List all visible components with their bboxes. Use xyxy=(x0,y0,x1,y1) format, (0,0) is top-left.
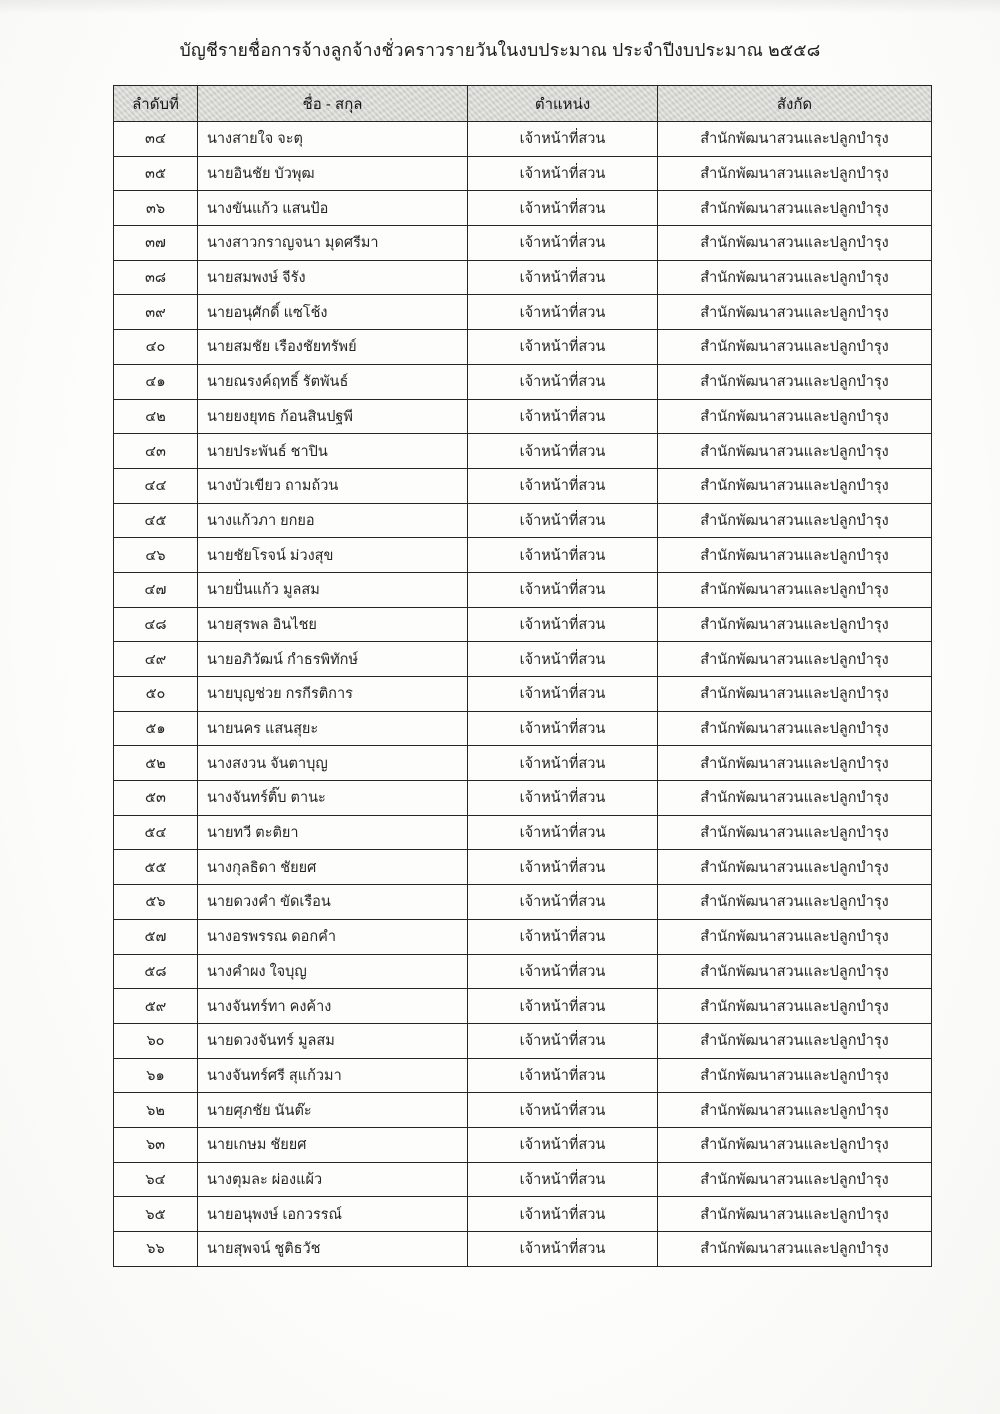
cell-order-number: ๔๕ xyxy=(114,503,198,538)
cell-position: เจ้าหน้าที่สวน xyxy=(468,781,658,816)
table-row xyxy=(114,885,932,920)
cell-position: เจ้าหน้าที่สวน xyxy=(468,503,658,538)
table-row xyxy=(114,781,932,816)
cell-affiliation: สำนักพัฒนาสวนและปลูกบำรุง xyxy=(658,919,932,954)
cell-position: เจ้าหน้าที่สวน xyxy=(468,226,658,261)
cell-position: เจ้าหน้าที่สวน xyxy=(468,711,658,746)
cell-affiliation: สำนักพัฒนาสวนและปลูกบำรุง xyxy=(658,885,932,920)
cell-affiliation: สำนักพัฒนาสวนและปลูกบำรุง xyxy=(658,1093,932,1128)
cell-order-number: ๖๔ xyxy=(114,1162,198,1197)
cell-affiliation: สำนักพัฒนาสวนและปลูกบำรุง xyxy=(658,711,932,746)
table-row xyxy=(114,1197,932,1232)
cell-name-surname: นายอภิวัฒน์ กำธรพิทักษ์ xyxy=(198,642,468,677)
cell-position: เจ้าหน้าที่สวน xyxy=(468,295,658,330)
cell-position: เจ้าหน้าที่สวน xyxy=(468,122,658,157)
cell-name-surname: นายณรงค์ฤทธิ์ รัตพันธ์ xyxy=(198,364,468,399)
cell-affiliation: สำนักพัฒนาสวนและปลูกบำรุง xyxy=(658,607,932,642)
table-row xyxy=(114,330,932,365)
cell-order-number: ๕๑ xyxy=(114,711,198,746)
cell-order-number: ๓๔ xyxy=(114,122,198,157)
cell-name-surname: นายดวงคำ ขัดเรือน xyxy=(198,885,468,920)
cell-name-surname: นายอนุพงษ์ เอกวรรณ์ xyxy=(198,1197,468,1232)
cell-name-surname: นางอรพรรณ ดอกคำ xyxy=(198,919,468,954)
cell-position: เจ้าหน้าที่สวน xyxy=(468,607,658,642)
table-row xyxy=(114,642,932,677)
table-row xyxy=(114,1023,932,1058)
header-position: ตำแหน่ง xyxy=(468,86,658,122)
cell-name-surname: นายสุพจน์ ชูติธวัช xyxy=(198,1232,468,1267)
cell-order-number: ๕๔ xyxy=(114,815,198,850)
table-row xyxy=(114,815,932,850)
table-row xyxy=(114,399,932,434)
cell-position: เจ้าหน้าที่สวน xyxy=(468,746,658,781)
cell-order-number: ๔๐ xyxy=(114,330,198,365)
cell-affiliation: สำนักพัฒนาสวนและปลูกบำรุง xyxy=(658,399,932,434)
table-row xyxy=(114,1232,932,1267)
table-row xyxy=(114,1058,932,1093)
cell-affiliation: สำนักพัฒนาสวนและปลูกบำรุง xyxy=(658,122,932,157)
cell-order-number: ๔๔ xyxy=(114,468,198,503)
cell-name-surname: นายชัยโรจน์ ม่วงสุข xyxy=(198,538,468,573)
table-body xyxy=(114,122,932,1267)
page-title: บัญชีรายชื่อการจ้างลูกจ้างชั่วคราวรายวันในงบประมาณ ประจำปีงบประมาณ ๒๕๕๘ xyxy=(179,40,821,60)
cell-name-surname: นางกุลธิดา ชัยยศ xyxy=(198,850,468,885)
cell-order-number: ๓๗ xyxy=(114,226,198,261)
cell-order-number: ๖๒ xyxy=(114,1093,198,1128)
cell-name-surname: นายศุภชัย นันต๊ะ xyxy=(198,1093,468,1128)
cell-name-surname: นางจันทร์ทา คงค้าง xyxy=(198,989,468,1024)
cell-position: เจ้าหน้าที่สวน xyxy=(468,850,658,885)
cell-affiliation: สำนักพัฒนาสวนและปลูกบำรุง xyxy=(658,260,932,295)
cell-affiliation: สำนักพัฒนาสวนและปลูกบำรุง xyxy=(658,330,932,365)
table-row xyxy=(114,1127,932,1162)
cell-name-surname: นายทวี ตะติยา xyxy=(198,815,468,850)
cell-position: เจ้าหน้าที่สวน xyxy=(468,191,658,226)
table-row xyxy=(114,850,932,885)
cell-name-surname: นายปั่นแก้ว มูลสม xyxy=(198,572,468,607)
cell-name-surname: นายสุรพล อินไชย xyxy=(198,607,468,642)
cell-name-surname: นายเกษม ชัยยศ xyxy=(198,1127,468,1162)
cell-position: เจ้าหน้าที่สวน xyxy=(468,954,658,989)
cell-name-surname: นางคำผง ใจบุญ xyxy=(198,954,468,989)
cell-affiliation: สำนักพัฒนาสวนและปลูกบำรุง xyxy=(658,295,932,330)
cell-position: เจ้าหน้าที่สวน xyxy=(468,1058,658,1093)
cell-affiliation: สำนักพัฒนาสวนและปลูกบำรุง xyxy=(658,642,932,677)
cell-position: เจ้าหน้าที่สวน xyxy=(468,156,658,191)
table-row xyxy=(114,295,932,330)
cell-name-surname: นางตุมละ ผ่องแผ้ว xyxy=(198,1162,468,1197)
cell-name-surname: นายอินชัย บัวพุฒ xyxy=(198,156,468,191)
cell-position: เจ้าหน้าที่สวน xyxy=(468,677,658,712)
table-row xyxy=(114,746,932,781)
cell-order-number: ๕๕ xyxy=(114,850,198,885)
cell-affiliation: สำนักพัฒนาสวนและปลูกบำรุง xyxy=(658,538,932,573)
cell-order-number: ๖๕ xyxy=(114,1197,198,1232)
header-affiliation: สังกัด xyxy=(658,86,932,122)
cell-affiliation: สำนักพัฒนาสวนและปลูกบำรุง xyxy=(658,364,932,399)
cell-position: เจ้าหน้าที่สวน xyxy=(468,330,658,365)
cell-affiliation: สำนักพัฒนาสวนและปลูกบำรุง xyxy=(658,954,932,989)
cell-order-number: ๕๒ xyxy=(114,746,198,781)
table-row xyxy=(114,1162,932,1197)
cell-affiliation: สำนักพัฒนาสวนและปลูกบำรุง xyxy=(658,468,932,503)
cell-name-surname: นางแก้วภา ยกยอ xyxy=(198,503,468,538)
table-row xyxy=(114,954,932,989)
cell-affiliation: สำนักพัฒนาสวนและปลูกบำรุง xyxy=(658,191,932,226)
cell-position: เจ้าหน้าที่สวน xyxy=(468,434,658,469)
cell-position: เจ้าหน้าที่สวน xyxy=(468,399,658,434)
cell-name-surname: นางจันทร์ศรี สุแก้วมา xyxy=(198,1058,468,1093)
cell-position: เจ้าหน้าที่สวน xyxy=(468,1162,658,1197)
cell-order-number: ๕๙ xyxy=(114,989,198,1024)
cell-name-surname: นายดวงจันทร์ มูลสม xyxy=(198,1023,468,1058)
cell-order-number: ๖๑ xyxy=(114,1058,198,1093)
table-row xyxy=(114,677,932,712)
cell-position: เจ้าหน้าที่สวน xyxy=(468,468,658,503)
cell-name-surname: นางขันแก้ว แสนป้อ xyxy=(198,191,468,226)
cell-position: เจ้าหน้าที่สวน xyxy=(468,989,658,1024)
cell-affiliation: สำนักพัฒนาสวนและปลูกบำรุง xyxy=(658,815,932,850)
cell-order-number: ๕๗ xyxy=(114,919,198,954)
cell-order-number: ๖๓ xyxy=(114,1127,198,1162)
cell-affiliation: สำนักพัฒนาสวนและปลูกบำรุง xyxy=(658,1023,932,1058)
cell-order-number: ๕๘ xyxy=(114,954,198,989)
cell-order-number: ๓๕ xyxy=(114,156,198,191)
cell-order-number: ๔๖ xyxy=(114,538,198,573)
table-row xyxy=(114,191,932,226)
cell-name-surname: นางสาวกราญจนา มุดศรีมา xyxy=(198,226,468,261)
cell-affiliation: สำนักพัฒนาสวนและปลูกบำรุง xyxy=(658,746,932,781)
cell-affiliation: สำนักพัฒนาสวนและปลูกบำรุง xyxy=(658,1197,932,1232)
cell-name-surname: นายประพันธ์ ชาปิน xyxy=(198,434,468,469)
cell-affiliation: สำนักพัฒนาสวนและปลูกบำรุง xyxy=(658,1127,932,1162)
cell-position: เจ้าหน้าที่สวน xyxy=(468,572,658,607)
table-row xyxy=(114,260,932,295)
table-row xyxy=(114,156,932,191)
cell-affiliation: สำนักพัฒนาสวนและปลูกบำรุง xyxy=(658,156,932,191)
cell-name-surname: นายนคร แสนสุยะ xyxy=(198,711,468,746)
table-row xyxy=(114,503,932,538)
cell-affiliation: สำนักพัฒนาสวนและปลูกบำรุง xyxy=(658,1162,932,1197)
cell-name-surname: นายบุญช่วย กรกีรติการ xyxy=(198,677,468,712)
cell-order-number: ๔๘ xyxy=(114,607,198,642)
employee-roster-table xyxy=(113,85,932,1267)
cell-position: เจ้าหน้าที่สวน xyxy=(468,1232,658,1267)
cell-affiliation: สำนักพัฒนาสวนและปลูกบำรุง xyxy=(658,434,932,469)
cell-order-number: ๕๖ xyxy=(114,885,198,920)
cell-order-number: ๔๑ xyxy=(114,364,198,399)
cell-order-number: ๕๓ xyxy=(114,781,198,816)
cell-name-surname: นายอนุศักดิ์ แซโช้ง xyxy=(198,295,468,330)
cell-position: เจ้าหน้าที่สวน xyxy=(468,1093,658,1128)
scan-artifact xyxy=(0,0,1000,14)
cell-position: เจ้าหน้าที่สวน xyxy=(468,260,658,295)
table-row xyxy=(114,989,932,1024)
cell-position: เจ้าหน้าที่สวน xyxy=(468,364,658,399)
cell-order-number: ๕๐ xyxy=(114,677,198,712)
cell-affiliation: สำนักพัฒนาสวนและปลูกบำรุง xyxy=(658,781,932,816)
cell-position: เจ้าหน้าที่สวน xyxy=(468,885,658,920)
cell-affiliation: สำนักพัฒนาสวนและปลูกบำรุง xyxy=(658,1058,932,1093)
cell-affiliation: สำนักพัฒนาสวนและปลูกบำรุง xyxy=(658,1232,932,1267)
header-name-surname: ชื่อ - สกุล xyxy=(198,86,468,122)
table-row xyxy=(114,919,932,954)
table-row xyxy=(114,122,932,157)
table-row xyxy=(114,1093,932,1128)
cell-name-surname: นางจันทร์ติ๊บ ตานะ xyxy=(198,781,468,816)
cell-order-number: ๓๘ xyxy=(114,260,198,295)
table-row xyxy=(114,538,932,573)
table-row xyxy=(114,572,932,607)
cell-name-surname: นายยงยุทธ ก้อนสินปฐพี xyxy=(198,399,468,434)
cell-affiliation: สำนักพัฒนาสวนและปลูกบำรุง xyxy=(658,989,932,1024)
cell-name-surname: นางสายใจ จะตุ xyxy=(198,122,468,157)
cell-position: เจ้าหน้าที่สวน xyxy=(468,1023,658,1058)
cell-name-surname: นายสมพงษ์ จีรัง xyxy=(198,260,468,295)
cell-order-number: ๖๖ xyxy=(114,1232,198,1267)
cell-position: เจ้าหน้าที่สวน xyxy=(468,538,658,573)
cell-position: เจ้าหน้าที่สวน xyxy=(468,642,658,677)
table-row xyxy=(114,434,932,469)
table-row xyxy=(114,607,932,642)
cell-order-number: ๔๙ xyxy=(114,642,198,677)
cell-affiliation: สำนักพัฒนาสวนและปลูกบำรุง xyxy=(658,850,932,885)
cell-name-surname: นายสมชัย เรืองชัยทรัพย์ xyxy=(198,330,468,365)
cell-affiliation: สำนักพัฒนาสวนและปลูกบำรุง xyxy=(658,677,932,712)
cell-order-number: ๓๖ xyxy=(114,191,198,226)
cell-name-surname: นางสงวน จันตาบุญ xyxy=(198,746,468,781)
cell-affiliation: สำนักพัฒนาสวนและปลูกบำรุง xyxy=(658,572,932,607)
cell-order-number: ๖๐ xyxy=(114,1023,198,1058)
table-row xyxy=(114,364,932,399)
table-row xyxy=(114,226,932,261)
cell-order-number: ๓๙ xyxy=(114,295,198,330)
table-row xyxy=(114,468,932,503)
cell-affiliation: สำนักพัฒนาสวนและปลูกบำรุง xyxy=(658,503,932,538)
cell-order-number: ๔๗ xyxy=(114,572,198,607)
cell-position: เจ้าหน้าที่สวน xyxy=(468,919,658,954)
table-header xyxy=(114,86,932,122)
cell-order-number: ๔๒ xyxy=(114,399,198,434)
cell-affiliation: สำนักพัฒนาสวนและปลูกบำรุง xyxy=(658,226,932,261)
cell-name-surname: นางบัวเขียว ถามถ้วน xyxy=(198,468,468,503)
header-order-number: ลำดับที่ xyxy=(114,86,198,122)
cell-position: เจ้าหน้าที่สวน xyxy=(468,1197,658,1232)
cell-order-number: ๔๓ xyxy=(114,434,198,469)
cell-position: เจ้าหน้าที่สวน xyxy=(468,815,658,850)
table-row xyxy=(114,711,932,746)
cell-position: เจ้าหน้าที่สวน xyxy=(468,1127,658,1162)
